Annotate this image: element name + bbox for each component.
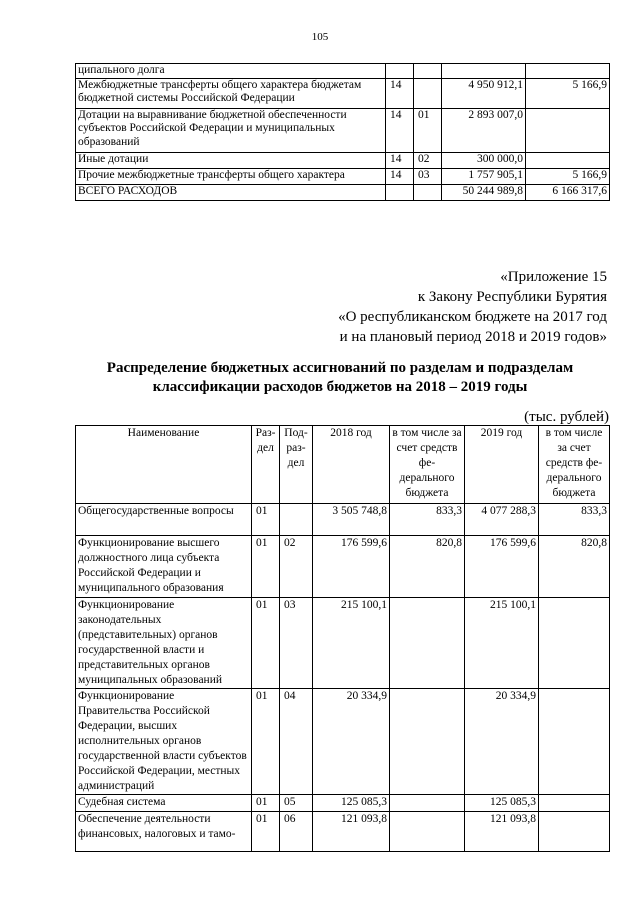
row-section: 14 <box>386 108 414 152</box>
row-section: 01 <box>252 598 280 689</box>
row-2018: 176 599,6 <box>313 536 390 598</box>
row-2018: 20 334,9 <box>313 689 390 795</box>
row-name: Прочие межбюджетные трансферты общего характера <box>76 168 386 184</box>
row-subsection: 01 <box>414 108 442 152</box>
appendix-reference <box>207 267 607 347</box>
row-subsection <box>414 184 442 200</box>
row-2018: 4 950 912,1 <box>442 78 526 108</box>
row-section <box>386 64 414 79</box>
row-fed-2018 <box>390 598 465 689</box>
row-2019 <box>526 64 610 79</box>
row-2018: 2 893 007,0 <box>442 108 526 152</box>
row-fed-2018: 833,3 <box>390 504 465 536</box>
row-subsection: 02 <box>414 152 442 168</box>
row-2019 <box>526 152 610 168</box>
row-subsection <box>414 78 442 108</box>
table-row <box>76 689 610 795</box>
table-row <box>76 536 610 598</box>
row-name: Дотации на выравнивание бюджетной обеспеченности субъектов Российской Федерации и муниципальных образований <box>76 108 386 152</box>
row-2018: 3 505 748,8 <box>313 504 390 536</box>
title-line: классификации расходов бюджетов на 2018 – 2019 годы <box>152 379 528 395</box>
row-2019: 215 100,1 <box>465 598 539 689</box>
document-title <box>60 359 620 397</box>
units-label: (тыс. рублей) <box>524 409 609 425</box>
row-name: Функционирование Правительства Российской Федерации, высших исполнительных органов государственной власти субъектов Российской Федерации, местных администраций <box>76 689 252 795</box>
header-section: Раз- дел <box>252 426 280 504</box>
table-row <box>76 152 610 168</box>
row-subsection <box>280 504 313 536</box>
row-fed-2018: 820,8 <box>390 536 465 598</box>
row-fed-2018 <box>390 812 465 852</box>
row-subsection <box>414 64 442 79</box>
row-section: 14 <box>386 78 414 108</box>
row-2018: 1 757 905,1 <box>442 168 526 184</box>
row-fed-2018 <box>390 689 465 795</box>
table-row <box>76 812 610 852</box>
row-section: 01 <box>252 689 280 795</box>
table-row <box>76 504 610 536</box>
budget-allocation-table <box>75 425 610 852</box>
row-2019: 6 166 317,6 <box>526 184 610 200</box>
table-header-row <box>76 426 610 504</box>
appendix-line: к Закону Республики Бурятия <box>417 289 607 305</box>
row-subsection: 05 <box>280 795 313 812</box>
table-row <box>76 598 610 689</box>
row-name: Судебная система <box>76 795 252 812</box>
row-name: Межбюджетные трансферты общего характера бюджетам бюджетной системы Российской Федерации <box>76 78 386 108</box>
table-row <box>76 64 610 79</box>
row-section: 01 <box>252 812 280 852</box>
row-2018: 300 000,0 <box>442 152 526 168</box>
row-fed-2019: 833,3 <box>539 504 610 536</box>
row-name: Обеспечение деятельности финансовых, налоговых и тамо- <box>76 812 252 852</box>
header-name: Наименование <box>76 426 252 504</box>
row-2019 <box>526 108 610 152</box>
header-fed-2018: в том числе за счет средств фе- дерального бюджета <box>390 426 465 504</box>
row-section: 01 <box>252 536 280 598</box>
title-line: Распределение бюджетных ассигнований по разделам и подразделам <box>106 360 574 376</box>
page-number: 105 <box>311 31 329 43</box>
row-2018: 50 244 989,8 <box>442 184 526 200</box>
row-2018: 121 093,8 <box>313 812 390 852</box>
row-2018 <box>442 64 526 79</box>
table-row-total <box>76 184 610 200</box>
row-2018: 215 100,1 <box>313 598 390 689</box>
row-fed-2019 <box>539 795 610 812</box>
row-2019: 121 093,8 <box>465 812 539 852</box>
row-2019: 20 334,9 <box>465 689 539 795</box>
appendix-line: «О республиканском бюджете на 2017 год <box>338 309 607 325</box>
row-name: Функционирование законодательных (представительных) органов государственной власти и представительных органов муниципальных образований <box>76 598 252 689</box>
row-2018: 125 085,3 <box>313 795 390 812</box>
row-2019: 176 599,6 <box>465 536 539 598</box>
continued-expenses-table <box>75 63 610 201</box>
header-2018: 2018 год <box>313 426 390 504</box>
row-section: 01 <box>252 504 280 536</box>
row-section: 01 <box>252 795 280 812</box>
row-subsection: 02 <box>280 536 313 598</box>
row-section: 14 <box>386 152 414 168</box>
row-fed-2019 <box>539 812 610 852</box>
table-row <box>76 108 610 152</box>
row-name: ВСЕГО РАСХОДОВ <box>76 184 386 200</box>
table-row <box>76 78 610 108</box>
row-name: ципального долга <box>76 64 386 79</box>
row-2019: 5 166,9 <box>526 78 610 108</box>
row-name: Функционирование высшего должностного лица субъекта Российской Федерации и муниципального образования <box>76 536 252 598</box>
table-row <box>76 795 610 812</box>
row-2019: 5 166,9 <box>526 168 610 184</box>
header-fed-2019: в том числе за счет средств фе- дерального бюджета <box>539 426 610 504</box>
row-fed-2019: 820,8 <box>539 536 610 598</box>
row-fed-2019 <box>539 689 610 795</box>
row-name: Иные дотации <box>76 152 386 168</box>
row-subsection: 06 <box>280 812 313 852</box>
row-fed-2018 <box>390 795 465 812</box>
row-section: 14 <box>386 168 414 184</box>
row-2019: 125 085,3 <box>465 795 539 812</box>
header-2019: 2019 год <box>465 426 539 504</box>
row-subsection: 03 <box>280 598 313 689</box>
appendix-line: и на плановый период 2018 и 2019 годов» <box>339 329 607 345</box>
row-name: Общегосударственные вопросы <box>76 504 252 536</box>
row-section <box>386 184 414 200</box>
row-subsection: 04 <box>280 689 313 795</box>
row-fed-2019 <box>539 598 610 689</box>
row-2019: 4 077 288,3 <box>465 504 539 536</box>
row-subsection: 03 <box>414 168 442 184</box>
appendix-line: «Приложение 15 <box>500 269 607 285</box>
header-subsection: Под- раз- дел <box>280 426 313 504</box>
table-row <box>76 168 610 184</box>
